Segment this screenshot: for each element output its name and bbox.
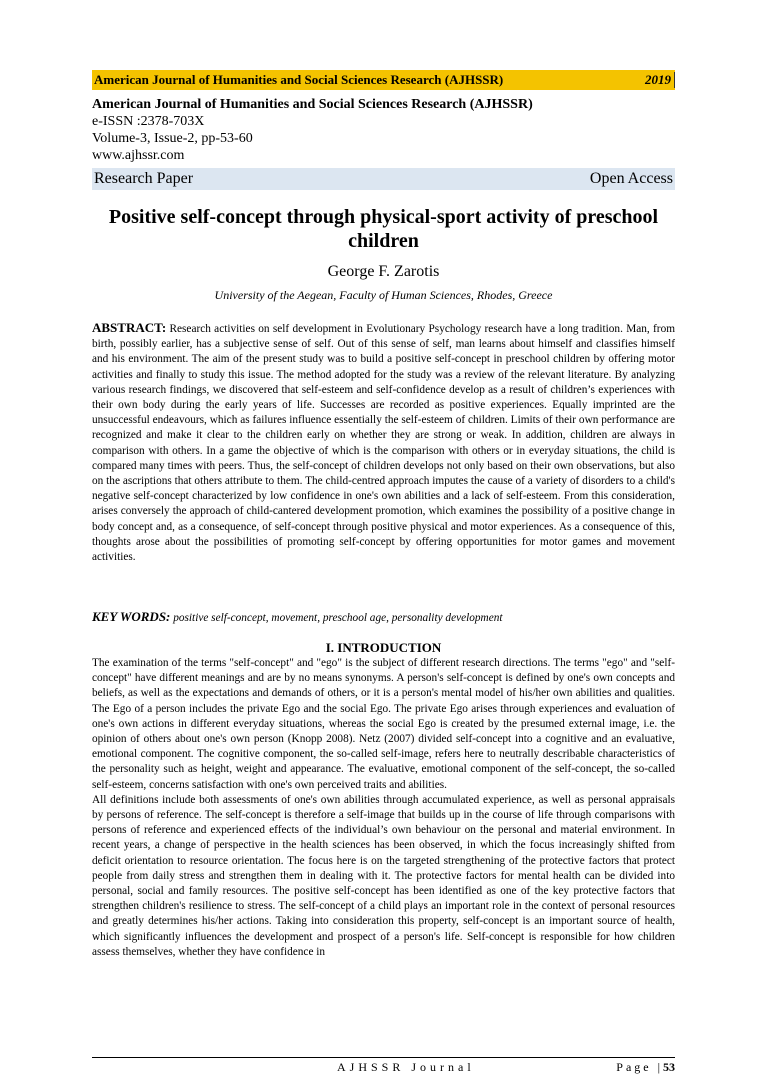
header-divider <box>674 72 675 88</box>
paper-author: George F. Zarotis <box>327 263 440 280</box>
paper-title: Positive self-concept through physical-sport activity of preschool children <box>108 206 659 252</box>
meta-volume: Volume-3, Issue-2, pp-53-60 <box>92 131 253 146</box>
journal-meta <box>92 96 675 164</box>
footer-page-number: 53 <box>663 1060 675 1074</box>
abstract <box>92 320 675 565</box>
footer-rule <box>92 1057 675 1058</box>
meta-issn: e-ISSN :2378-703X <box>92 114 205 129</box>
intro-paragraph: The examination of the terms "self-concept" and "ego" is the subject of different research directions. The terms "ego" and "self-concept" have different meanings and are by no means synonyms. A person's self-concept is defined by one's own concepts and beliefs, as well as the expectations and demands of others, or it is a person's mental model of his/her own abilities and qualities. The Ego of a person includes the private Ego and the social Ego. The private Ego arises through experiences and evaluation of one's own actions in different everyday situations, whereas the social Ego is created by the presumed external image, i.e. the opinion of others about one's own person (Knopp 2008). Netz (2007) divided self-concept into a cognitive and an evaluative, emotional component. The cognitive component, the so-called self-image, refers here to neutrally describable characteristics of the personality such as height, weight and appearance. The evaluative, emotional component of the self-concept, the so-called self-esteem, concerns satisfaction with one's own perceived traits and abilities. <box>92 657 675 791</box>
article-type: Research Paper <box>94 170 194 187</box>
access-type: Open Access <box>589 170 673 187</box>
meta-url: www.ajhssr.com <box>92 148 185 163</box>
footer-journal: AJHSSR Journal <box>337 1060 475 1074</box>
intro-paragraph: All definitions include both assessments of one's own abilities through accumulated experience, as well as personal appraisals by persons of reference. The self-concept is therefore a self-image that builds up in the course of life through comparisons with persons of reference and experienced effects of the individual’s own behaviour on the personal and material environment. In recent years, a change of perspective in the health sciences has been observed, in which the focus increasingly shifted from deficit orientation to resource orientation. The focus here is on the targeted strengthening of the protective factors that protect people from daily stress and strengthen them in dealing with it. The protective factors for mental health can be divided into personal, social and family resources. The positive self-concept has been identified as one of the key protective factors that strengthen children's resilience to stress. The self-concept of a child plays an important role in the context of personal resources and greatly determines his/her actions. Taking into consideration this property, self-concept is an important source of health, which significantly influences the development and prospect of a person's life. Self-concept is responsible for how children assess themselves, whether they have confidence in <box>92 793 675 958</box>
keywords <box>92 609 675 626</box>
introduction-body <box>92 656 675 960</box>
footer-page-label: Page | <box>616 1060 663 1074</box>
header-journal-title: American Journal of Humanities and Social Sciences Research (AJHSSR) <box>94 72 504 87</box>
keywords-label: KEY WORDS: <box>92 609 171 624</box>
journal-header-band <box>92 70 675 90</box>
article-type-band <box>92 168 675 190</box>
section-heading-introduction: I. INTRODUCTION <box>325 640 442 655</box>
keywords-text: positive self-concept, movement, preschool age, personality development <box>173 612 503 624</box>
header-year: 2019 <box>645 72 671 87</box>
author-affiliation: University of the Aegean, Faculty of Human Sciences, Rhodes, Greece <box>214 288 553 302</box>
abstract-text: Research activities on self development in Evolutionary Psychology research have a long tradition. Man, from birth, possibly earlier, has a subjective sense of self. Out of this sense of self, man learns about himself and classifies himself and his environment. The aim of the present study was to build a positive self-concept in preschool children by offering motor activities and finally to study this issue. The method adopted for the study was a review of the relevant literature. By analyzing various research findings, we discovered that self-esteem and self-confidence develop as a result of children’s experiences with their own body during the early years of life. Successes are recorded as positive experiences. Equally imprinted are the unsuccessful endeavours, which as failures influence essentially the self-esteem of children. Limits of their own performance are recognized and make it clear to the children early on whether they are strong or weak. In addition, children are always in comparison with others. In a game the objective of which is the comparison with others or in everyday situations, the child is compared many times with peers. Thus, the self-concept of children develops not only based on their own observations, but also on the ascriptions that others attribute to them. The child-centred approach imputes the cause of a variety of disorders to a child's negative self-concept characterized by low confidence in one's own abilities and a lack of self-esteem. From this consideration, arises conversely the approach of child-cantered development promotion, which examines the possibility of a positive change in body concept and, as a consequence, of self-concept through positive physical and motor experiences. As a consequence of this, thoughts arose about the possibilities of promoting self-concept by offering opportunities for motor games and movement activities. <box>92 323 675 564</box>
footer-page <box>616 1059 675 1075</box>
meta-journal-title: American Journal of Humanities and Social Sciences Research (AJHSSR) <box>92 97 533 112</box>
abstract-label: ABSTRACT: <box>92 320 167 335</box>
